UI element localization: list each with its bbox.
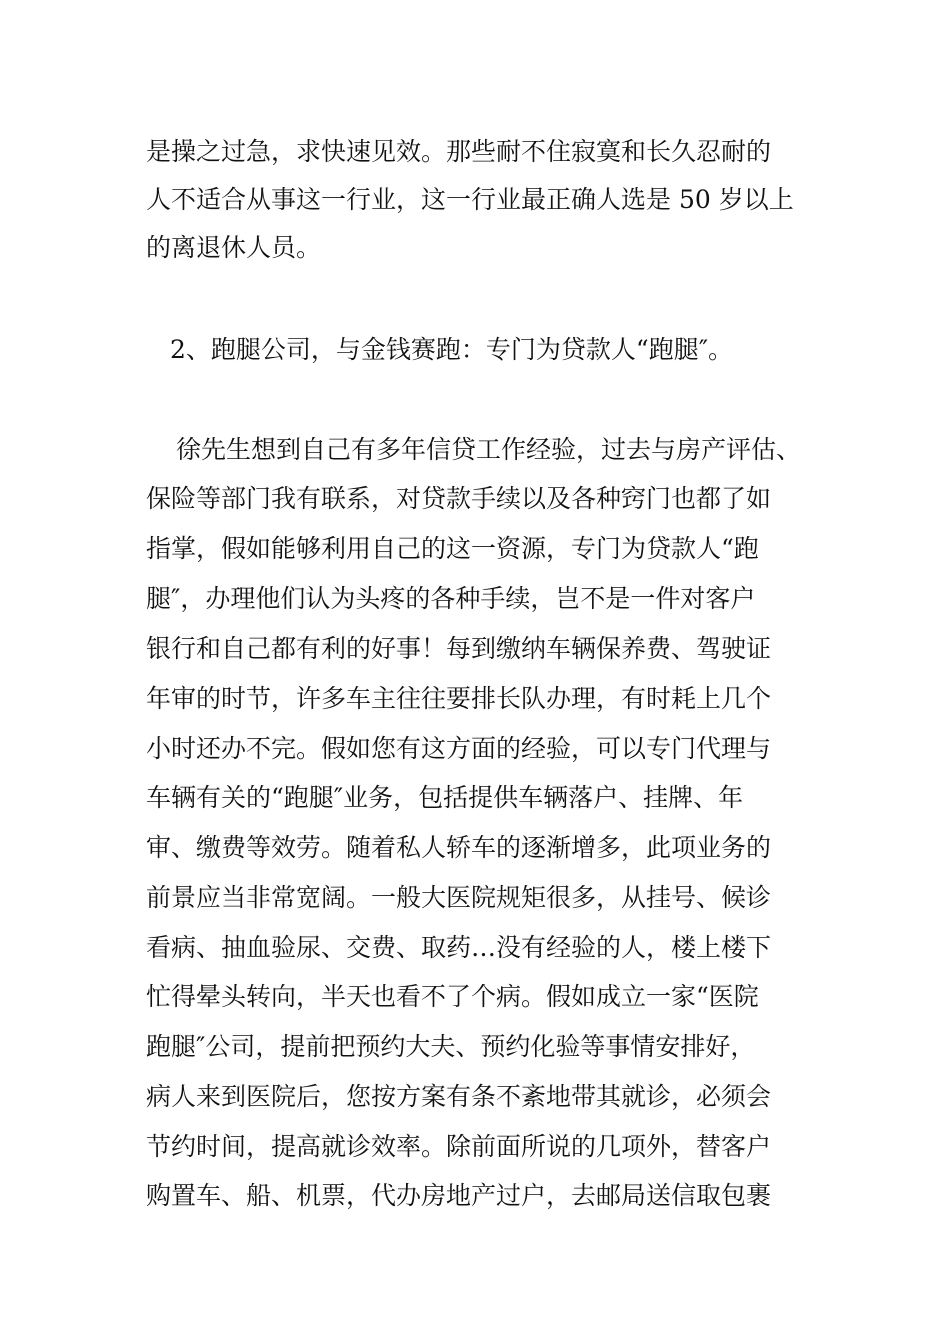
paragraph-2-line-15: 节约时间，提高就诊效率。除前面所说的几项外，替客户 — [146, 1132, 772, 1161]
paragraph-2-line-1: 徐先生想到自己有多年信贷工作经验，过去与房产评估、 — [176, 435, 802, 464]
paragraph-2-line-4: 腿″，办理他们认为头疼的各种手续，岂不是一件对客户 — [146, 584, 756, 613]
section-heading: 2、跑腿公司，与金钱赛跑：专门为贷款人“跑腿″。 — [170, 335, 734, 364]
paragraph-2-line-11: 看病、抽血验尿、交费、取药…没有经验的人，楼上楼下 — [146, 933, 772, 962]
paragraph-2-line-14: 病人来到医院后，您按方案有条不紊地带其就诊，必须会 — [146, 1082, 772, 1111]
paragraph-2-line-9: 审、缴费等效劳。随着私人轿车的逐渐增多，此项业务的 — [146, 833, 772, 862]
paragraph-1-line-2: 人不适合从事这一行业，这一行业最正确人选是 50 岁以上 — [146, 185, 794, 214]
paragraph-2-line-16: 购置车、船、机票，代办房地产过户，去邮局送信取包裹 — [146, 1181, 772, 1210]
paragraph-2-line-12: 忙得晕头转向，半天也看不了个病。假如成立一家“医院 — [146, 982, 759, 1011]
paragraph-2-line-2: 保险等部门我有联系，对贷款手续以及各种窍门也都了如 — [146, 484, 772, 513]
paragraph-2-line-10: 前景应当非常宽阔。一般大医院规矩很多，从挂号、候诊 — [146, 883, 772, 912]
paragraph-1-line-1: 是操之过急，求快速见效。那些耐不住寂寞和长久忍耐的 — [146, 137, 772, 166]
paragraph-2-line-5: 银行和自己都有利的好事！每到缴纳车辆保养费、驾驶证 — [146, 634, 772, 663]
paragraph-2-line-13: 跑腿″公司，提前把预约大夫、预约化验等事情安排好， — [146, 1032, 756, 1061]
paragraph-2-line-3: 指掌，假如能够利用自己的这一资源，专门为贷款人“跑 — [146, 534, 759, 563]
paragraph-2-line-8: 车辆有关的“跑腿″业务，包括提供车辆落户、挂牌、年 — [146, 783, 744, 812]
paragraph-2-line-7: 小时还办不完。假如您有这方面的经验，可以专门代理与 — [146, 734, 772, 763]
paragraph-2-line-6: 年审的时节，许多车主往往要排长队办理，有时耗上几个 — [146, 684, 772, 713]
paragraph-1-line-3: 的离退休人员。 — [146, 233, 322, 262]
